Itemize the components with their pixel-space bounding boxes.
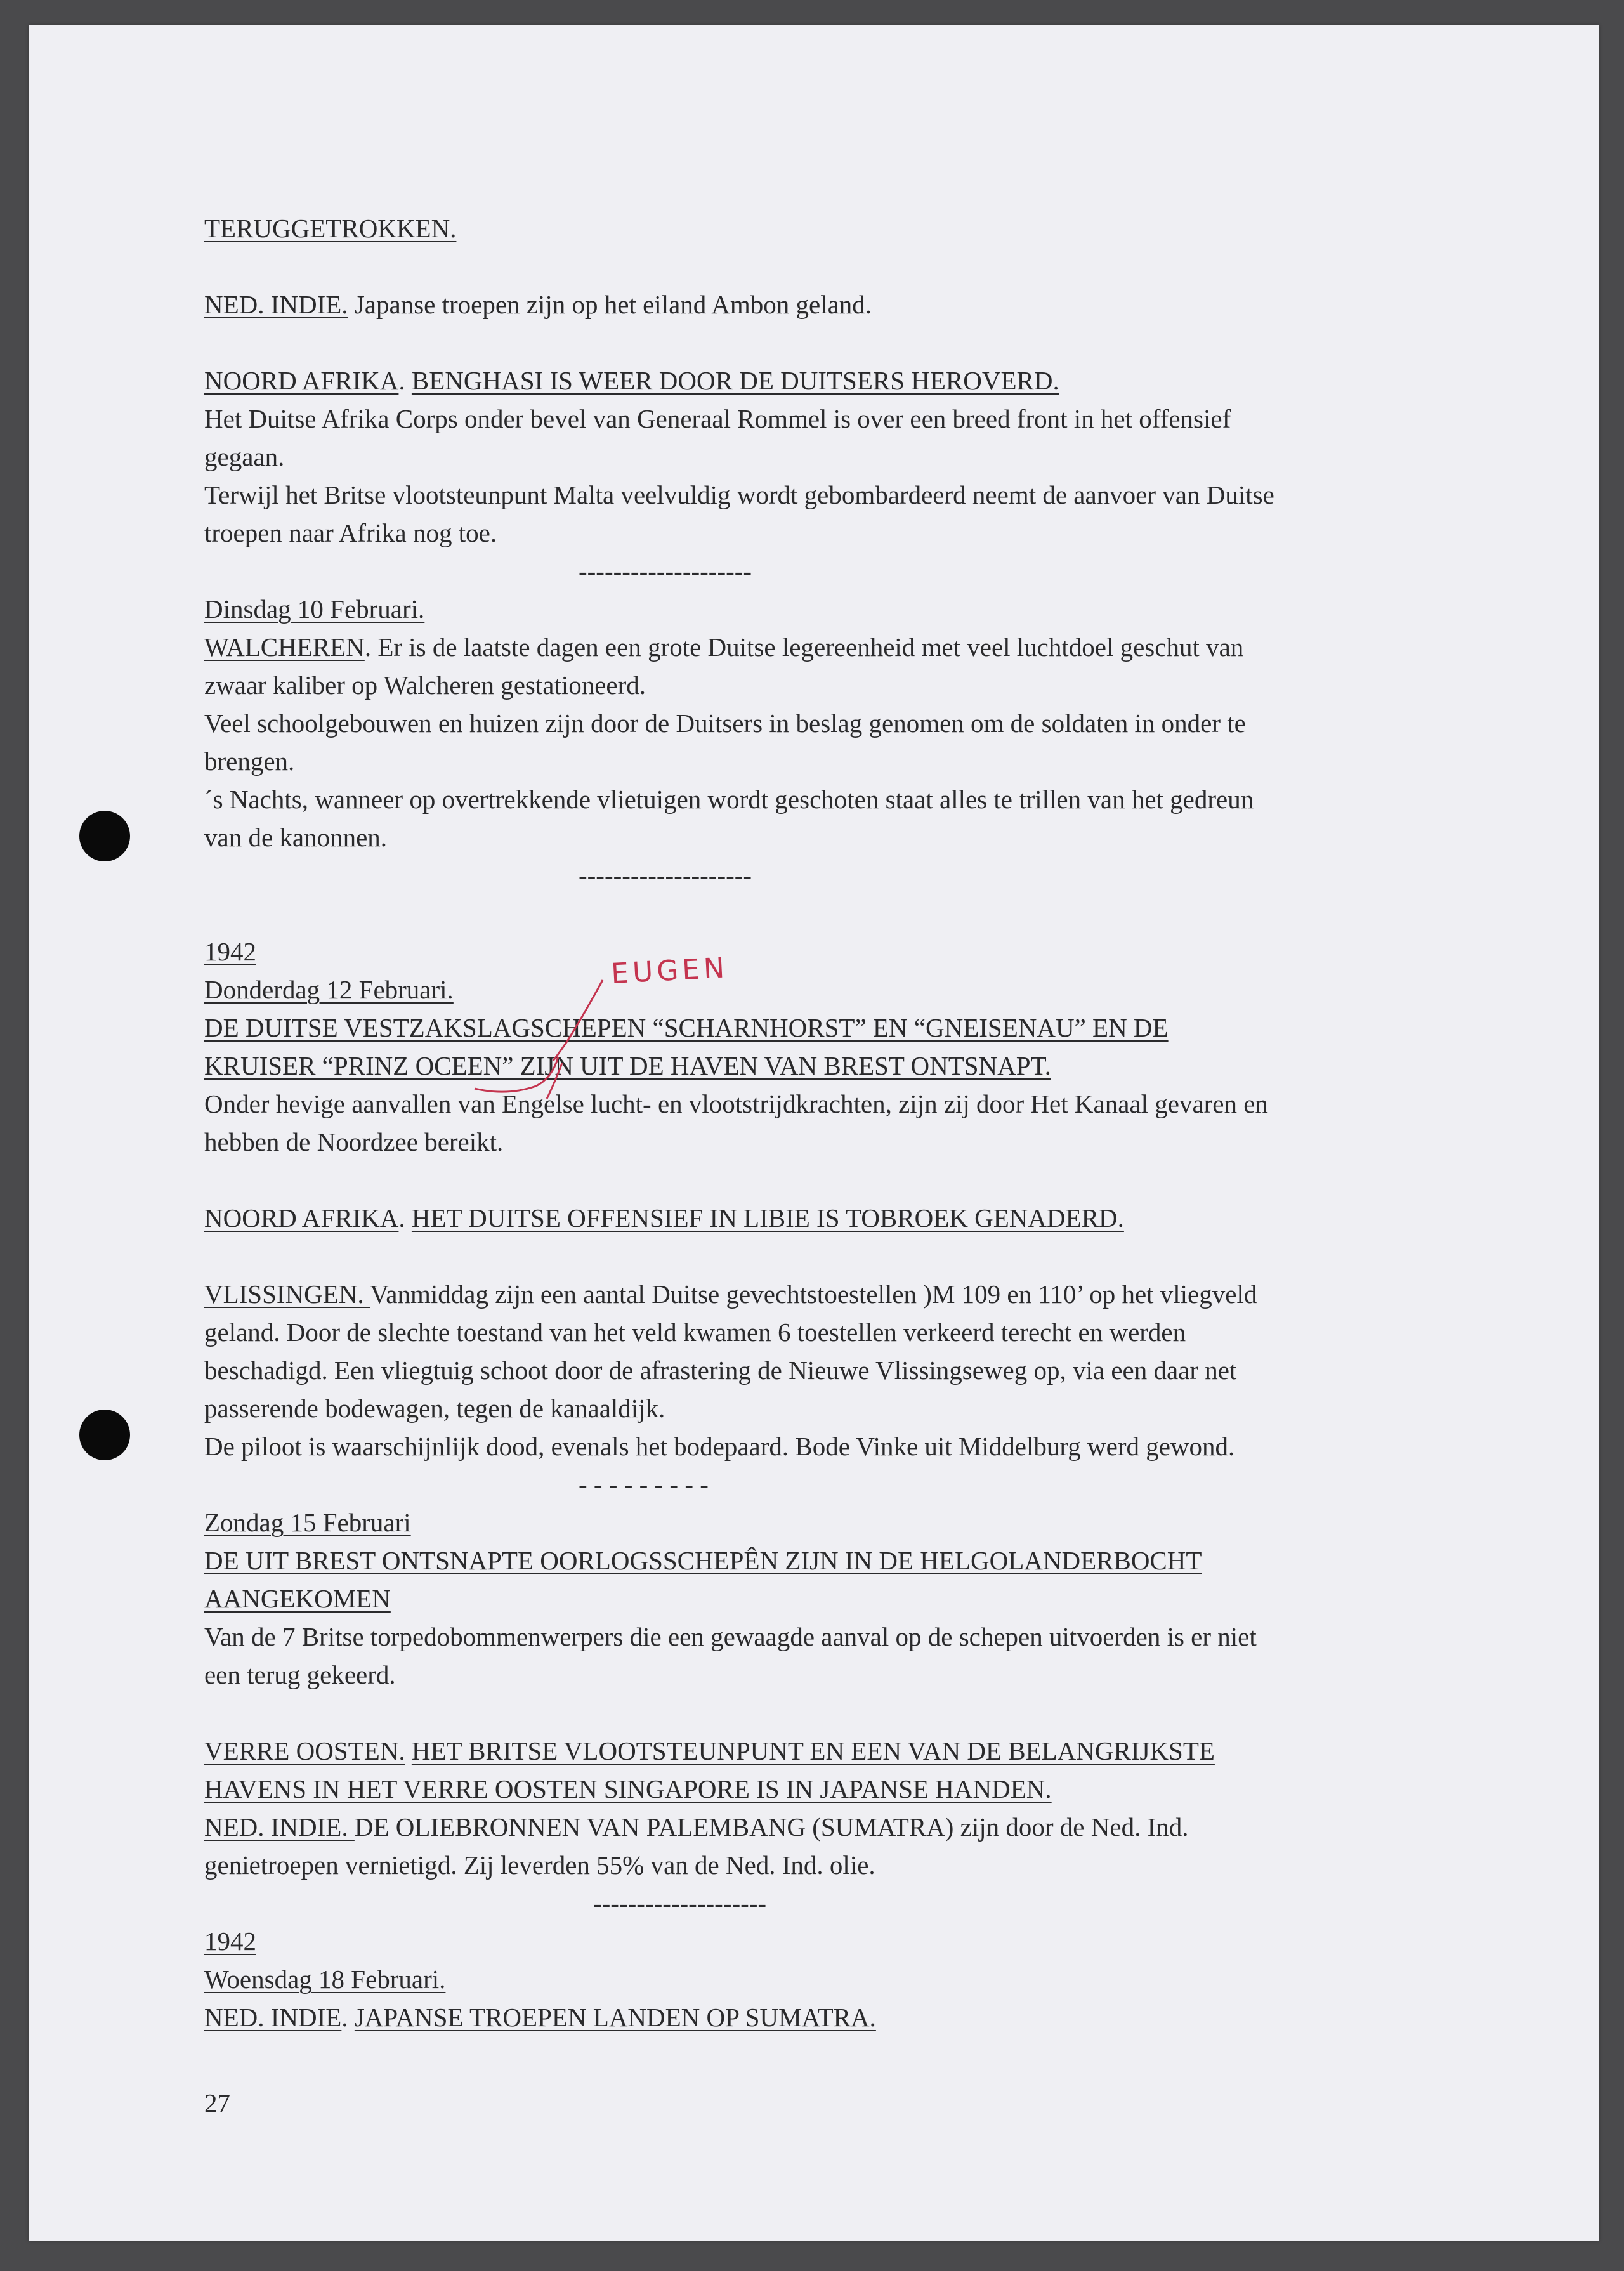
text-line [204,742,294,780]
underlined-segment: TERUGGETROKKEN. [204,214,457,243]
underlined-segment: DE UIT BREST ONTSNAPTE OORLOGSSCHEPÊN ZIJN IN DE HELGOLANDERBOCHT [204,1546,1202,1575]
text-segment: geland. Door de slechte toestand van het veld kwamen 6 toestellen verkeerd terecht en werden [204,1318,1186,1347]
underlined-segment: AANGEKOMEN [204,1584,391,1613]
text-line [204,1313,1186,1351]
text-line [204,1047,1051,1085]
text-segment: . Er is de laatste dagen een grote Duitse legereenheid met veel luchtdoel geschut van [364,632,1244,662]
text-segment: Terwijl het Britse vlootsteunpunt Malta veelvuldig wordt gebombardeerd neemt de aanvoer van Duitse [204,480,1274,509]
text-segment: . [398,1203,412,1233]
underlined-segment: NED. INDIE [204,2003,342,2032]
text-segment: zwaar kaliber op Walcheren gestationeerd. [204,671,646,700]
text-line [204,1618,1257,1656]
section-separator: -------------------- [579,556,752,586]
text-segment: Het Duitse Afrika Corps onder bevel van Generaal Rommel is over een breed front in het offensief [204,404,1231,433]
text-line [204,362,1059,400]
text-line [204,1998,876,2036]
text-line [204,1427,1234,1465]
underlined-segment: BENGHASI IS WEER DOOR DE DUITSERS HEROVERD. [411,366,1059,395]
text-segment: brengen. [204,747,295,776]
underlined-segment: NED. INDIE. [204,1812,355,1842]
text-segment: ´s Nachts, wanneer op overtrekkende vlietuigen wordt geschoten staat alles te trillen van het gedreun [204,785,1254,814]
underlined-segment: KRUISER “PRINZ OCEEN” ZIJN UIT DE HAVEN VAN BREST ONTSNAPT. [204,1051,1051,1080]
text-segment: De piloot is waarschijnlijk dood, evenals het bodepaard. Bode Vinke uit Middelburg werd gewond. [204,1432,1235,1461]
text-line [204,1580,391,1618]
text-line [204,1123,503,1161]
text-line [204,285,872,324]
text-line [204,1808,1188,1846]
text-segment: een terug gekeerd. [204,1660,396,1689]
text-segment: Van de 7 Britse torpedobommenwerpers die een gewaagde aanval op de schepen uitvoerden is er niet [204,1622,1257,1651]
text-line [204,971,454,1009]
text-line [204,590,424,628]
underlined-segment: JAPANSE TROEPEN LANDEN OP SUMATRA. [354,2003,876,2032]
underlined-segment: Woensdag 18 Februari. [204,1965,446,1994]
text-segment: Onder hevige aanvallen van Engelse lucht- en vlootstrijdkrachten, zijn zij door Het Kanaal gevaren en [204,1089,1268,1118]
text-line [204,628,1243,666]
text-segment: Veel schoolgebouwen en huizen zijn door de Duitsers in beslag genomen om de soldaten in onder te [204,709,1246,738]
text-line [204,704,1246,742]
section-separator: - - - - - - - - - [579,1470,709,1499]
text-line [204,476,1274,514]
text-segment: beschadigd. Een vliegtuig schoot door de afrastering de Nieuwe Vlissingseweg op, via een daar net [204,1356,1237,1385]
text-segment: gegaan. [204,442,285,471]
text-segment: passerende bodewagen, tegen de kanaaldijk. [204,1394,665,1423]
underlined-segment: WALCHEREN [204,632,365,662]
underlined-segment: NOORD AFRIKA [204,366,399,395]
underlined-segment: HET DUITSE OFFENSIEF IN LIBIE IS TOBROEK GENADERD. [411,1203,1124,1233]
text-segment [405,1736,412,1765]
text-line [204,1541,1202,1580]
underlined-segment: Zondag 15 Februari [204,1508,411,1537]
text-segment: van de kanonnen. [204,823,388,852]
text-line [204,780,1254,818]
section-separator: -------------------- [579,861,752,890]
underlined-segment: HAVENS IN HET VERRE OOSTEN SINGAPORE IS IN JAPANSE HANDEN. [204,1774,1052,1803]
text-line [204,1009,1169,1047]
underlined-segment: DE DUITSE VESTZAKSLAGSCHEPEN “SCHARNHORST” EN “GNEISENAU” EN DE [204,1013,1169,1042]
underlined-segment: NED. INDIE. [204,290,348,319]
text-line [204,1960,445,1998]
underlined-segment: Donderdag 12 Februari. [204,975,454,1004]
text-line [204,1922,256,1960]
text-line [204,209,456,247]
handwritten-annotation: EUGEN [610,952,730,990]
text-segment: 27 [204,2088,230,2117]
text-segment: hebben de Noordzee bereikt. [204,1127,504,1156]
text-line [204,1503,411,1541]
text-segment: Japanse troepen zijn op het eiland Ambon geland. [348,290,872,319]
punch-hole [79,1410,130,1460]
text-line [204,666,646,704]
text-segment: Vanmiddag zijn een aantal Duitse gevechtstoestellen )M 109 en 110’ op het vliegveld [370,1279,1257,1309]
underlined-segment: HET BRITSE VLOOTSTEUNPUNT EN EEN VAN DE BELANGRIJKSTE [411,1736,1215,1765]
text-line [204,1199,1124,1237]
text-line [204,933,256,971]
text-line [204,400,1231,438]
text-segment: DE OLIEBRONNEN VAN PALEMBANG (SUMATRA) zijn door de Ned. Ind. [354,1812,1189,1842]
text-line [204,1732,1215,1770]
text-line [204,818,387,856]
text-line [204,1085,1268,1123]
text-segment: . [341,2003,355,2032]
text-line [204,1351,1236,1389]
text-line [204,1846,875,1884]
underlined-segment: 1942 [204,937,256,966]
section-separator: -------------------- [593,1888,767,1918]
underlined-segment: 1942 [204,1927,256,1956]
text-segment: troepen naar Afrika nog toe. [204,518,497,547]
text-line [204,1770,1052,1808]
text-line [204,1656,396,1694]
text-line [204,1389,665,1427]
text-line [204,1275,1257,1313]
underlined-segment: NOORD AFRIKA [204,1203,399,1233]
page-number [204,2084,230,2122]
punch-hole [79,811,130,861]
text-line [204,514,497,552]
underlined-segment: VLISSINGEN. [204,1279,370,1309]
underlined-segment: Dinsdag 10 Februari. [204,594,425,624]
text-line [204,438,284,476]
text-segment: genietroepen vernietigd. Zij leverden 55% van de Ned. Ind. olie. [204,1850,875,1880]
underlined-segment: VERRE OOSTEN. [204,1736,405,1765]
text-segment: . [398,366,412,395]
